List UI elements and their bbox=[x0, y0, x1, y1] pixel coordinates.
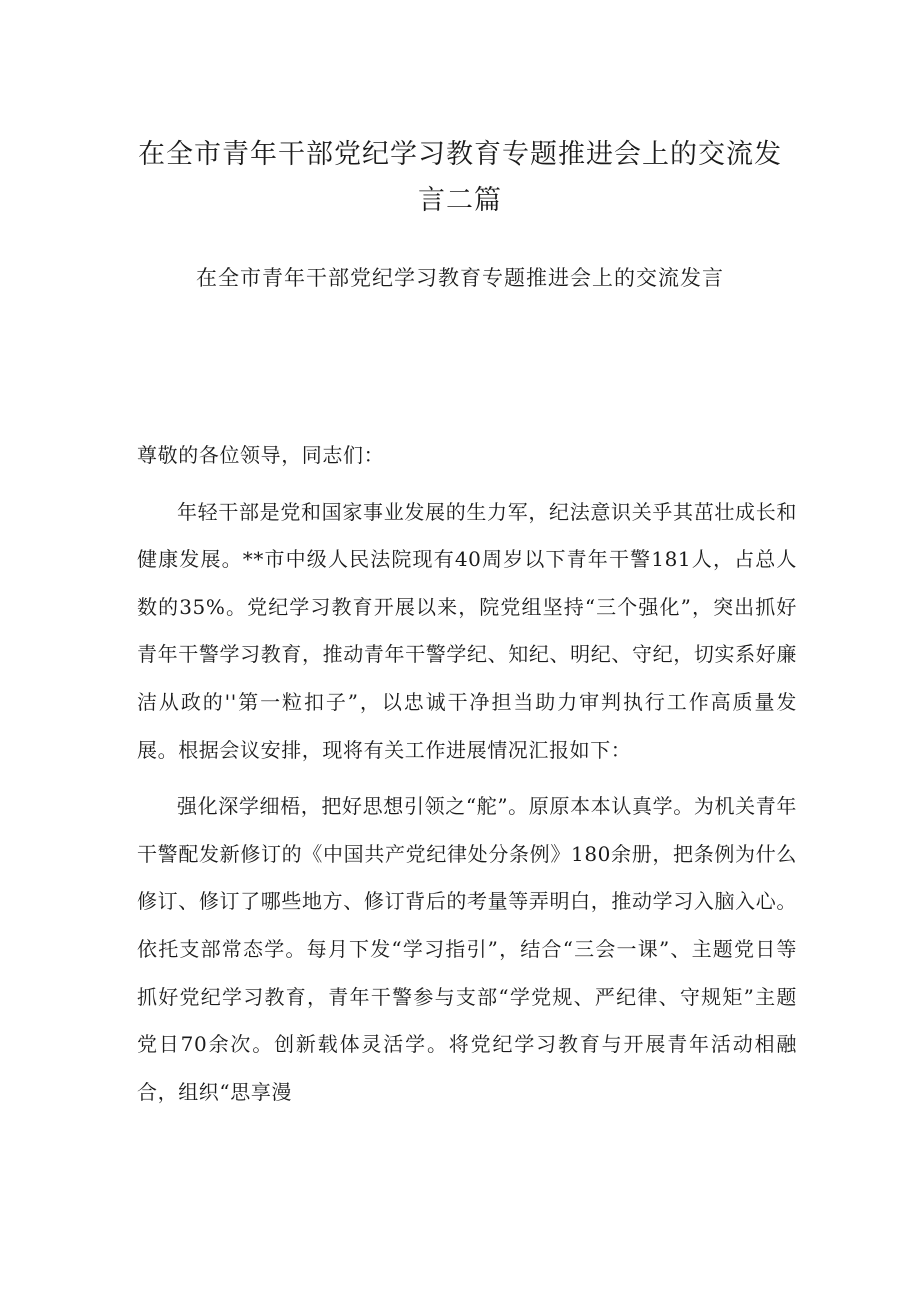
paragraph-study: 强化深学细梧，把好思想引领之“舵”。原原本本认真学。为机关青年干警配发新修订的《中国共产党纪律处分条例》180余册，把条例为什么修订、修订了哪些地方、修订背后的考量等弄明白，推动学习入脑入心。依托支部常态学。每月下发“学习指引”，结合“三会一课”、主题党日等抓好党纪学习教育，青年干警参与支部“学党规、严纪律、守规矩”主题党日70余次。创新载体灵活学。将党纪学习教育与开展青年活动相融合，组织“思享漫 bbox=[137, 794, 797, 1104]
salutation: 尊敬的各位领导，同志们： bbox=[137, 443, 385, 467]
document-title: 在全市青年干部党纪学习教育专题推进会上的交流发言二篇 bbox=[138, 139, 782, 216]
document-body bbox=[137, 432, 797, 1125]
paragraph-intro: 年轻干部是党和国家事业发展的生力军，纪法意识关乎其茁壮成长和健康发展。**市中级人民法院现有40周岁以下青年干警181人，占总人数的35%。党纪学习教育开展以来，院党组坚持“三个强化”，突出抓好青年干警学习教育，推动青年干警学纪、知纪、明纪、守纪，切实系好廉洁从政的''第一粒扣子”，以忠诚干净担当助力审判执行工作高质量发展。根据会议安排，现将有关工作进展情况汇报如下： bbox=[137, 499, 797, 762]
document-subtitle: 在全市青年干部党纪学习教育专题推进会上的交流发言 bbox=[196, 266, 724, 290]
